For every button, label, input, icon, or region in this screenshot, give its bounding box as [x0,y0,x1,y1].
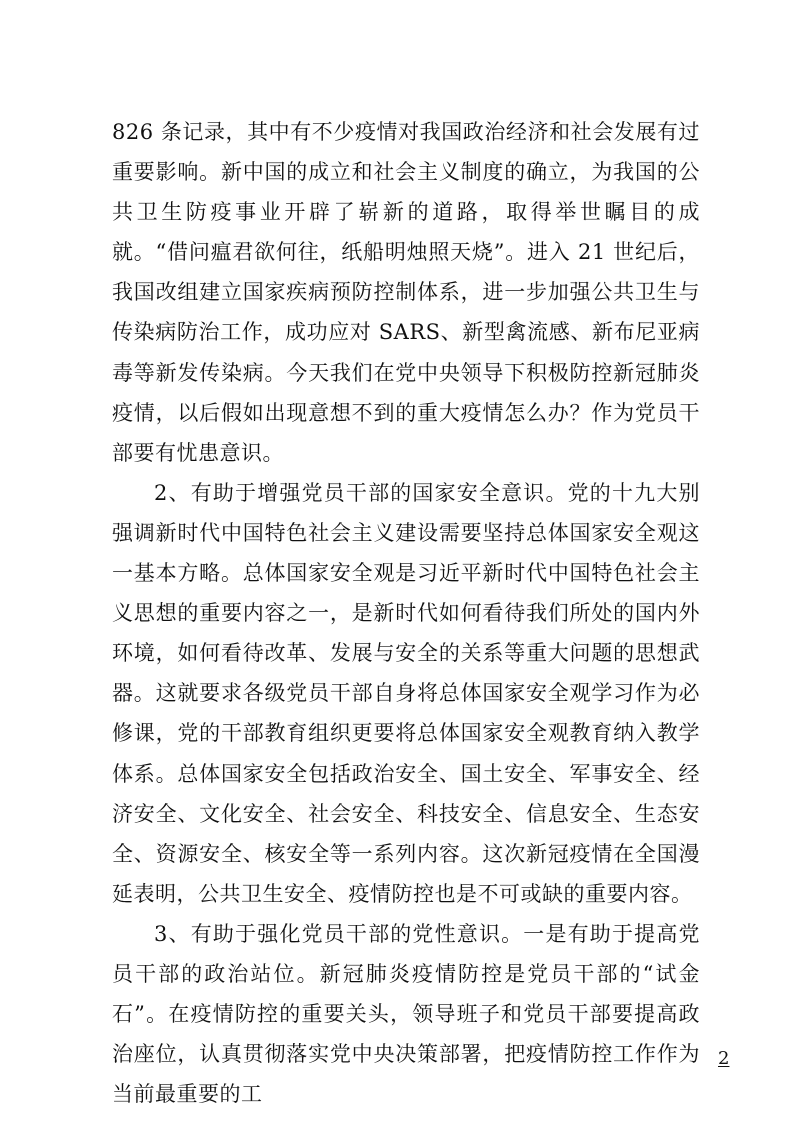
paragraph-national-security: 2、有助于增强党员干部的国家安全意识。党的十九大别强调新时代中国特色社会主义建设需要坚持总体国家安全观这一基本方略。总体国家安全观是习近平新时代中国特色社会主义思想的重要内容之一，是新时代如何看待我们所处的国内外环境，如何看待改革、发展与安全的关系等重大问题的思想武器。这就要求各级党员干部自身将总体国家安全观学习作为必修课，党的干部教育组织更要将总体国家安全观教育纳入教学体系。总体国家安全包括政治安全、国土安全、军事安全、经济安全、文化安全、社会安全、科技安全、信息安全、生态安全、资源安全、核安全等一系列内容。这次新冠疫情在全国漫延表明，公共卫生安全、疫情防控也是不可或缺的重要内容。 [112,480,700,906]
body-text [112,112,700,1114]
paragraph-party-spirit: 3、有助于强化党员干部的党性意识。一是有助于提高党员干部的政治站位。新冠肺炎疫情防控是党员干部的“试金石”。在疫情防控的重要关头，领导班子和党员干部要提高政治座位，认真贯彻落实党中央决策部署，把疫情防控工作作为当前最重要的工 [112,921,700,1107]
page-number: 2 [718,1048,730,1069]
paragraph-continuation: 826 条记录，其中有不少疫情对我国政治经济和社会发展有过重要影响。新中国的成立和社会主义制度的确立，为我国的公共卫生防疫事业开辟了崭新的道路，取得举世瞩目的成就。“借问瘟君欲何往，纸船明烛照天烧”。进入 21 世纪后，我国改组建立国家疾病预防控制体系，进一步加强公共卫生与传染病防治工作，成功应对 SARS、新型禽流感、新布尼亚病毒等新发传染病。今天我们在党中央领导下积极防控新冠肺炎疫情，以后假如出现意想不到的重大疫情怎么办？作为党员干部要有忧患意识。 [112,120,700,465]
